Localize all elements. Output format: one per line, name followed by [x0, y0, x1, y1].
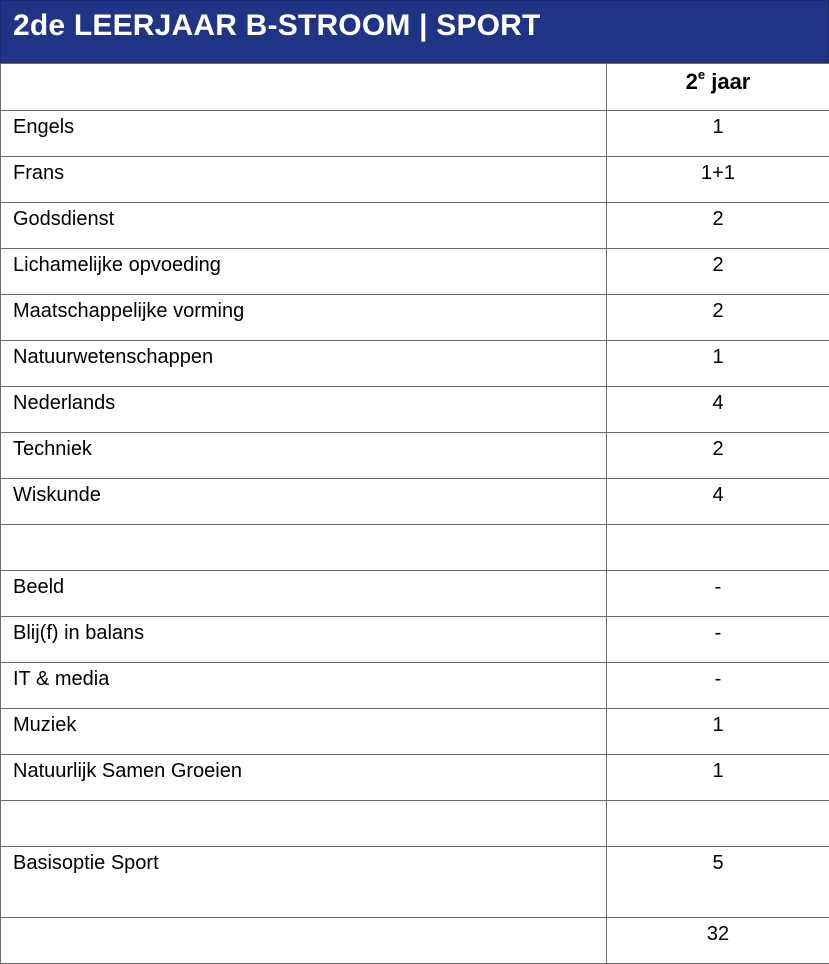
table-row — [1, 111, 829, 157]
hours-value: 4 — [712, 392, 724, 414]
hours-value: 2 — [712, 300, 724, 322]
table-row — [1, 663, 829, 709]
table-row — [1, 479, 829, 525]
subject-name: Natuurlijk Samen Groeien — [13, 760, 242, 782]
hours-value: - — [714, 622, 722, 644]
year-number: 2 — [685, 69, 698, 94]
year-column-header — [607, 64, 829, 111]
subject-name: Blij(f) in balans — [13, 622, 145, 644]
hours-value — [607, 525, 829, 529]
subject-name: Techniek — [13, 438, 92, 460]
table-row-spacer — [1, 525, 829, 571]
subject-name: Godsdienst — [13, 208, 115, 230]
total-hours-value: 32 — [706, 923, 730, 945]
subject-name: IT & media — [13, 668, 110, 690]
table-row — [1, 617, 829, 663]
table-row — [1, 249, 829, 295]
table-row — [1, 709, 829, 755]
hours-value: 2 — [712, 254, 724, 276]
subject-name: Frans — [13, 162, 65, 184]
table-row — [1, 755, 829, 801]
table-row — [1, 157, 829, 203]
subject-name: Muziek — [13, 714, 77, 736]
hours-value: 1 — [712, 346, 724, 368]
hours-value: 1 — [712, 714, 724, 736]
subject-name: Basisoptie Sport — [13, 852, 159, 874]
table-row — [1, 571, 829, 617]
table-row — [1, 387, 829, 433]
table-row — [1, 847, 829, 918]
table-header-row — [1, 64, 829, 111]
subject-name — [13, 801, 606, 805]
page-header — [0, 0, 829, 63]
table-row — [1, 341, 829, 387]
page-title: 2de LEERJAAR B-STROOM | SPORT — [13, 9, 541, 42]
hours-value: 2 — [712, 208, 724, 230]
table-row — [1, 295, 829, 341]
year-superscript: e — [697, 66, 706, 82]
table-row — [1, 433, 829, 479]
subject-name: Maatschappelijke vorming — [13, 300, 245, 322]
subjects-table — [0, 63, 829, 964]
hours-value — [607, 801, 829, 805]
hours-value: - — [714, 576, 722, 598]
subject-name: Nederlands — [13, 392, 116, 414]
hours-value: - — [714, 668, 722, 690]
subject-name: Beeld — [13, 576, 65, 598]
subject-name: Wiskunde — [13, 484, 101, 506]
hours-value: 5 — [712, 852, 724, 874]
table-row-spacer — [1, 801, 829, 847]
hours-value: 1+1 — [701, 162, 735, 184]
year-word: jaar — [711, 69, 751, 94]
subject-name — [13, 525, 606, 529]
subject-column-header — [1, 64, 607, 111]
subject-name: Natuurwetenschappen — [13, 346, 214, 368]
total-row — [1, 918, 829, 964]
hours-value: 1 — [712, 760, 724, 782]
subject-name: Engels — [13, 116, 75, 138]
total-label — [13, 918, 606, 922]
subject-name: Lichamelijke opvoeding — [13, 254, 221, 276]
table-row — [1, 203, 829, 249]
hours-value: 1 — [712, 116, 724, 138]
hours-value: 2 — [712, 438, 724, 460]
hours-value: 4 — [712, 484, 724, 506]
